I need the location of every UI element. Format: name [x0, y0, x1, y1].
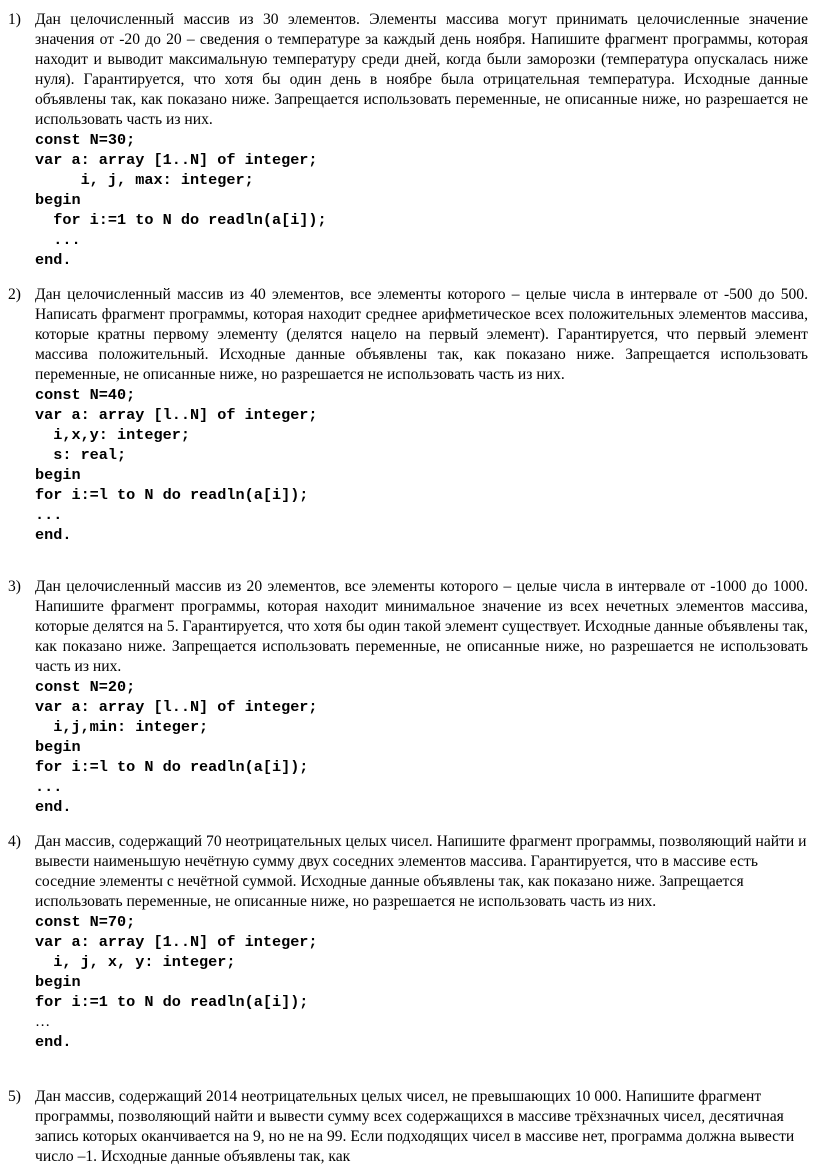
task-text: Дан целочисленный массив из 20 элементов, все элементы которого – целые числа в интервале от -1000 до 1000. Напишите фрагмент программы, которая находит минимальное значение из всех нечетных элементов массива, которые делятся на 5. Гарантируется, что хотя бы один такой элемент существует. Исходные данные объявлены так, как показано ниже. Запрещается использовать переменные, не описанные ниже, но разрешается не использовать часть из них.: [35, 578, 808, 675]
code-line: end.: [35, 251, 72, 269]
code-line: end.: [35, 798, 72, 816]
code-line: end.: [35, 1033, 72, 1051]
code-line: for i:=1 to N do readln(a[i]);: [35, 211, 327, 229]
task-3: [0, 577, 816, 817]
code-line: s: real;: [35, 446, 127, 464]
task-number: 2): [8, 286, 21, 303]
task-1: [0, 10, 816, 270]
code-block: [35, 385, 808, 545]
task-4: [0, 832, 816, 1052]
task-number: 4): [8, 833, 21, 850]
code-block: [35, 130, 808, 270]
task-number: 1): [8, 11, 21, 28]
task-text: Дан целочисленный массив из 40 элементов, все элементы которого – целые числа в интервале от -500 до 500. Написать фрагмент программы, которая находит среднее арифметическое всех положительных элементов массива, которые кратны первому элементу (делятся нацело на первый элемент). Гарантируется, что первый элемент массива положительный. Исходные данные объявлены так, как показано ниже. Запрещается использовать переменные, не описанные ниже, но разрешается не использовать часть из них.: [35, 286, 808, 383]
code-block: [35, 677, 808, 817]
code-line: var a: array [l..N] of integer;: [35, 698, 318, 716]
code-line: const N=30;: [35, 131, 136, 149]
code-line: var a: array [l..N] of integer;: [35, 406, 318, 424]
code-block: [35, 912, 808, 1052]
code-line: ...: [35, 506, 63, 524]
code-line: begin: [35, 191, 81, 209]
code-line: end.: [35, 526, 72, 544]
code-line: for i:=1 to N do readln(a[i]);: [35, 993, 309, 1011]
task-number: 3): [8, 578, 21, 595]
code-line: var a: array [1..N] of integer;: [35, 151, 318, 169]
task-text: Дан целочисленный массив из 30 элементов. Элементы массива могут принимать целочисленные значение значения от -20 до 20 – сведения о температуре за каждый день ноября. Напишите фрагмент программы, которая находит и выводит максимальную температуру среди дней, когда были заморозки (температура опускалась ниже нуля). Гарантируется, что хотя бы один день в ноябре была отрицательная температура. Исходные данные объявлены так, как показано ниже. Запрещается использовать переменные, не описанные ниже, но разрешается не использовать часть из них.: [35, 11, 808, 128]
code-line: for i:=l to N do readln(a[i]);: [35, 486, 309, 504]
task-number: 5): [8, 1088, 21, 1105]
code-line: begin: [35, 973, 81, 991]
task-5: [0, 1087, 816, 1167]
code-line: i, j, x, y: integer;: [35, 953, 236, 971]
code-line: i,j,min: integer;: [35, 718, 209, 736]
code-line: ...: [35, 231, 81, 249]
code-line: const N=20;: [35, 678, 136, 696]
code-line: const N=70;: [35, 913, 136, 931]
code-line: begin: [35, 466, 81, 484]
code-line: begin: [35, 738, 81, 756]
code-line: var a: array [1..N] of integer;: [35, 933, 318, 951]
task-2: [0, 285, 816, 545]
code-line: const N=40;: [35, 386, 136, 404]
code-line: i, j, max: integer;: [35, 171, 254, 189]
task-text: Дан массив, содержащий 2014 неотрицательных целых чисел, не превышающих 10 000. Напишите фрагмент программы, позволяющий найти и вывести сумму всех содержащихся в массиве трёхзначных чисел, десятичная запись которых оканчивается на 9, но не на 99. Если подходящих чисел в массиве нет, программа должна вывести число –1. Исходные данные объявлены так, как: [35, 1088, 795, 1165]
code-line: …: [35, 1013, 51, 1030]
task-text: Дан массив, содержащий 70 неотрицательных целых чисел. Напишите фрагмент программы, позволяющий найти и вывести наименьшую нечётную сумму двух соседних элементов массива. Гарантируется, что в массиве есть соседние элементы с нечётной суммой. Исходные данные объявлены так, как показано ниже. Запрещается использовать переменные, не описанные ниже, но разрешается не использовать часть из них.: [35, 833, 807, 910]
code-line: i,x,y: integer;: [35, 426, 190, 444]
code-line: for i:=l to N do readln(a[i]);: [35, 758, 309, 776]
code-line: ...: [35, 778, 63, 796]
